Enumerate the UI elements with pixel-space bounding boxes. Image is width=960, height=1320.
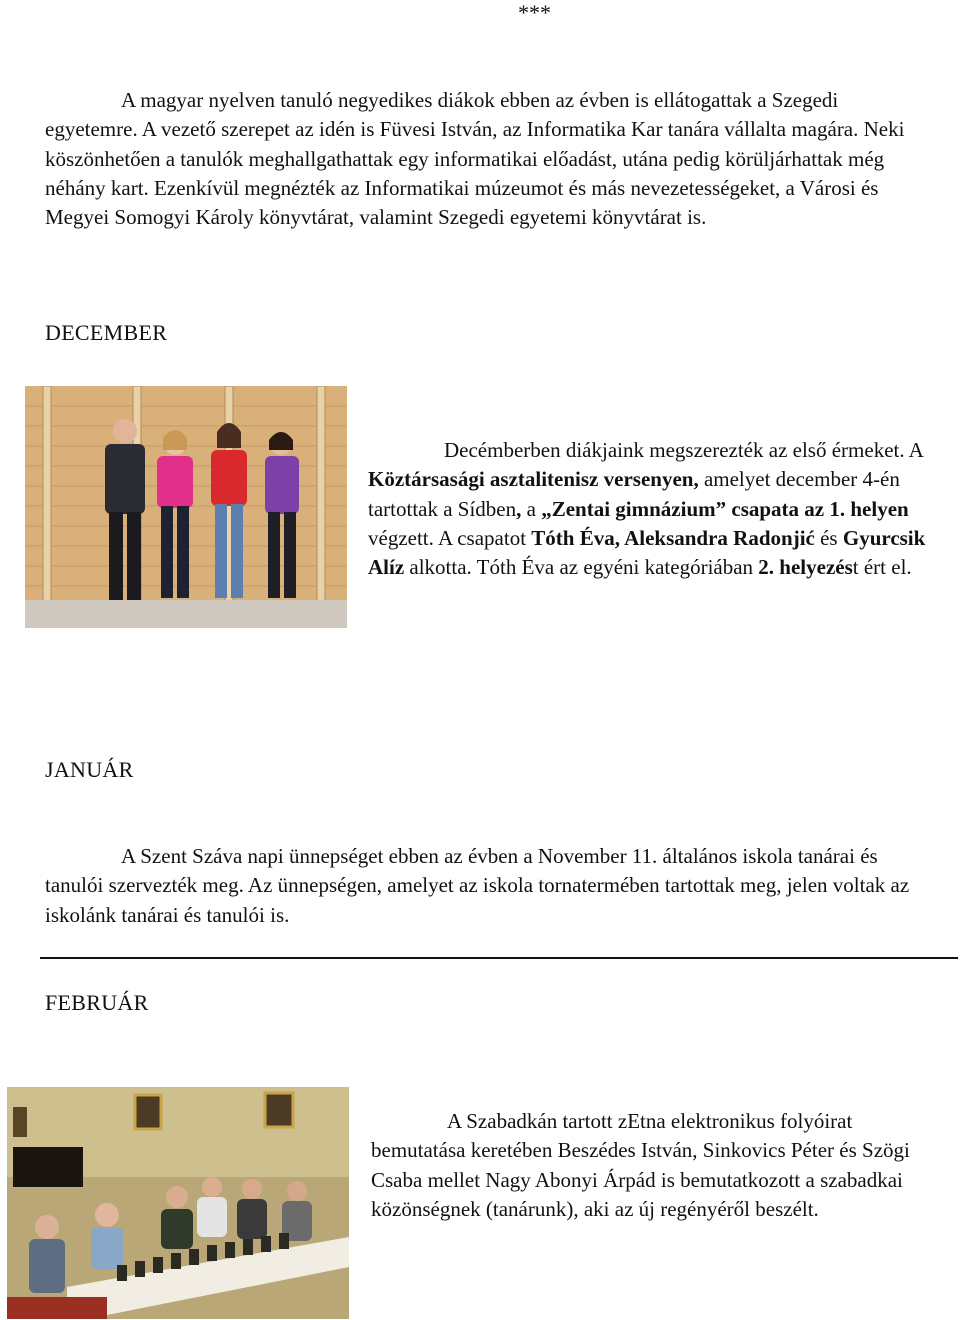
december-text-3: a	[521, 496, 542, 521]
december-text-7: t ért el.	[852, 555, 912, 580]
december-text-1: Decémberben diákjaink megszerezték az első érmeket. A	[444, 438, 923, 462]
december-individual-place: 2. helyezés	[758, 555, 853, 580]
section-separator: ***	[518, 0, 551, 25]
intro-paragraph: A magyar nyelven tanuló negyedikes diákok ebben az évben is ellátogattak a Szegedi egyetemre. A vezető szerepet az idén is Füvesi István, az Informatika Kar tanára vállalta magára. Neki köszönhetően a tanulók meghallgathattak egy informatikai előadást, utána pedig körüljárhattak még néhány kart. Ezenkívül megnézték az Informatikai múzeumot és más nevezetességeket, a Városi és Megyei Somogyi Károly könyvtárat, valamint Szegedi egyetemi könyvtárat is.	[45, 88, 905, 230]
februar-heading: FEBRUÁR	[45, 990, 149, 1015]
december-competition: Köztársasági asztalitenisz versenyen,	[368, 467, 699, 492]
december-team-members: Tóth Éva, Aleksandra Radonjić	[531, 525, 815, 550]
december-text-5: és	[814, 525, 843, 550]
januar-paragraph: A Szent Száva napi ünnepséget ebben az évben a November 11. általános iskola tanárai és tanulói szervezték meg. Az ünnepségen, amelyet az iskola tornatermében tartottak meg, jelen voltak az iskolánk tanárai és tanulói is.	[45, 844, 910, 927]
december-team-photo	[25, 386, 347, 628]
december-text-6: alkotta. Tóth Éva az egyéni kategóriában	[404, 555, 759, 580]
februar-event-photo	[7, 1087, 349, 1319]
februar-paragraph: A Szabadkán tartott zEtna elektronikus folyóirat bemutatása keretében Beszédes István, Sinkovics Péter és Szögi Csaba mellet Nagy Abonyi Árpád is bemutatkozott a szabadkai közönségnek (tanárunk), aki az új regényéről beszélt.	[371, 1109, 910, 1221]
januar-heading: JANUÁR	[45, 757, 134, 782]
december-text-2: amelyet december 4-én tartottak a Sídben	[368, 467, 900, 521]
december-comma: ,	[516, 496, 522, 521]
december-team-result: „Zentai gimnázium” csapata az 1. helyen	[541, 496, 909, 521]
december-heading: DECEMBER	[45, 320, 168, 345]
december-team-member-last: Gyurcsik Alíz	[368, 525, 926, 580]
december-paragraph	[368, 436, 950, 582]
december-text-4: végzett. A csapatot	[368, 525, 532, 550]
horizontal-rule	[40, 957, 958, 959]
